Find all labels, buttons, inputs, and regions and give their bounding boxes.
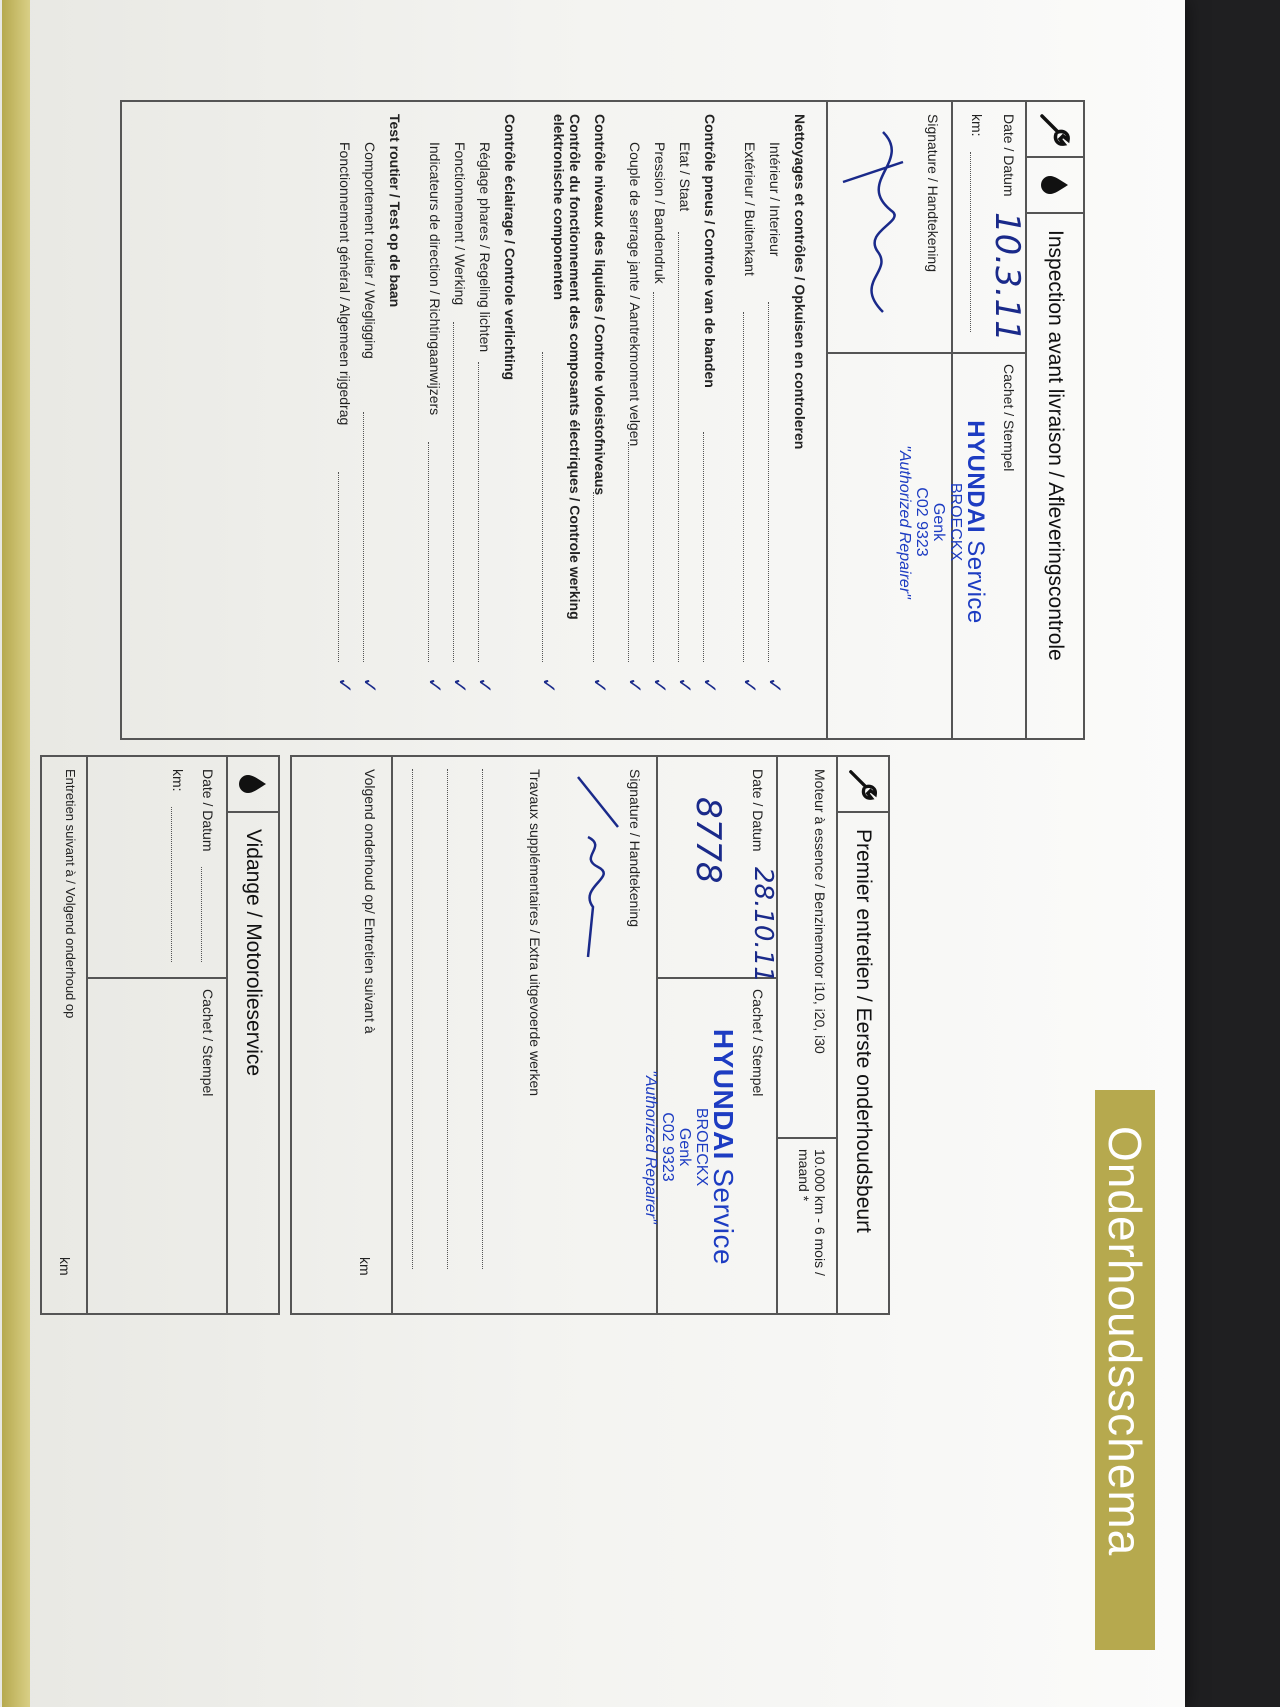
signature-label: Signature / Handtekening bbox=[925, 114, 941, 272]
lighting-heading: Contrôle éclairage / Controle verlichting bbox=[502, 114, 518, 381]
section-header-band bbox=[1095, 1090, 1155, 1650]
inspection-title: Inspection avant livraison / Afleveringscontrole bbox=[1044, 230, 1067, 661]
check-mark: ✓ bbox=[537, 677, 561, 694]
check-mark: ✓ bbox=[763, 677, 787, 694]
check-mark: ✓ bbox=[473, 677, 497, 694]
handwritten-km: 8778 bbox=[688, 797, 728, 884]
service-interval: 10.000 km - 6 mois / maand * bbox=[796, 1149, 828, 1276]
page-title: Onderhoudsschema bbox=[1099, 1126, 1151, 1557]
checklist-item: Pression / Bandendruk bbox=[652, 142, 668, 284]
date-label: Date / Datum bbox=[750, 769, 766, 852]
first-service-title: Premier entretien / Eerste onderhoudsbeurt bbox=[852, 829, 875, 1233]
checklist-item: Fonctionnement / Werking bbox=[452, 142, 468, 306]
oil-service-header bbox=[226, 757, 278, 1313]
km-unit: km bbox=[357, 1257, 373, 1276]
road-test-heading: Test routier / Test op de baan bbox=[387, 114, 403, 308]
handwritten-signature bbox=[833, 122, 923, 352]
oil-drop-icon bbox=[228, 757, 278, 813]
date-label: Date / Datum bbox=[1001, 114, 1017, 197]
handwritten-date: 28.10.11 bbox=[748, 867, 778, 983]
wrench-icon bbox=[1027, 102, 1083, 158]
next-service-label: Entretien suivant à / Volgend onderhoud op bbox=[63, 769, 78, 1019]
check-mark: ✓ bbox=[423, 677, 447, 694]
km-unit: km bbox=[57, 1257, 73, 1276]
stamp-label: Cachet / Stempel bbox=[200, 989, 216, 1097]
wrench-icon bbox=[838, 757, 888, 813]
checklist-item: Extérieur / Buitenkant bbox=[742, 142, 758, 276]
check-mark: ✓ bbox=[588, 677, 612, 694]
electrical-check: Contrôle du fonctionnement des composants électriques / Controle werking elektronische componenten bbox=[551, 114, 583, 620]
km-label: km: bbox=[170, 769, 186, 792]
checklist-item: Etat / Staat bbox=[677, 142, 693, 212]
check-mark: ✓ bbox=[333, 677, 357, 694]
oil-drop-icon bbox=[1027, 158, 1083, 214]
engine-type: Moteur à essence / Benzinemotor i10, i20, i30 bbox=[812, 769, 828, 1054]
handwritten-signature bbox=[558, 767, 628, 987]
check-mark: ✓ bbox=[738, 677, 762, 694]
checklist-item: Intérieur / Interieur bbox=[767, 142, 783, 257]
check-mark: ✓ bbox=[698, 677, 722, 694]
dealer-stamp: HYUNDAI Service BROECKX Genk C02 9323 "Authorized Repairer" bbox=[642, 1028, 739, 1266]
gold-bottom-stripe bbox=[2, 0, 30, 1707]
km-label: km: bbox=[969, 114, 985, 137]
first-service-header bbox=[836, 757, 888, 1313]
checklist-item: Réglage phares / Regeling lichten bbox=[477, 142, 493, 353]
handwritten-date: 10.3.11 bbox=[987, 212, 1027, 342]
first-service-panel bbox=[290, 755, 890, 1315]
checklist-item: Fonctionnement général / Algemeen rijgedrag bbox=[337, 142, 353, 426]
inspection-header bbox=[1025, 102, 1083, 738]
check-mark: ✓ bbox=[648, 677, 672, 694]
inspection-panel bbox=[120, 100, 1085, 740]
checklist-item: Indicateurs de direction / Richtingaanwijzers bbox=[427, 142, 443, 416]
check-mark: ✓ bbox=[448, 677, 472, 694]
date-label: Date / Datum bbox=[200, 769, 216, 852]
checklist-item: Comportement routier / Wegligging bbox=[362, 142, 378, 359]
oil-service-title: Vidange / Motorolieservice bbox=[242, 829, 265, 1077]
oil-service-panel bbox=[40, 755, 280, 1315]
cleaning-heading: Nettoyages et contrôles / Opkuisen en controleren bbox=[792, 114, 808, 450]
fluids-check: Contrôle niveaux des liquides / Controle vloeistofniveaus bbox=[592, 114, 608, 496]
check-mark: ✓ bbox=[673, 677, 697, 694]
extra-work-label: Travaux supplémentaires / Extra uitgevoerde werken bbox=[527, 769, 543, 1097]
stamp-label: Cachet / Stempel bbox=[750, 989, 766, 1097]
checklist-item: Couple de serrage jante / Aantrekmoment velgen bbox=[627, 142, 643, 447]
dealer-stamp: HYUNDAI Service BROECKX Genk C02 9323 "Authorized Repairer" bbox=[896, 420, 989, 624]
next-service-label: Volgend onderhoud op/ Entretien suivant à bbox=[362, 769, 378, 1034]
tires-heading: Contrôle pneus / Controle van de banden bbox=[702, 114, 718, 388]
check-mark: ✓ bbox=[358, 677, 382, 694]
check-mark: ✓ bbox=[623, 677, 647, 694]
stamp-label: Cachet / Stempel bbox=[1001, 364, 1017, 472]
signature-label: Signature / Handtekening bbox=[627, 769, 643, 927]
